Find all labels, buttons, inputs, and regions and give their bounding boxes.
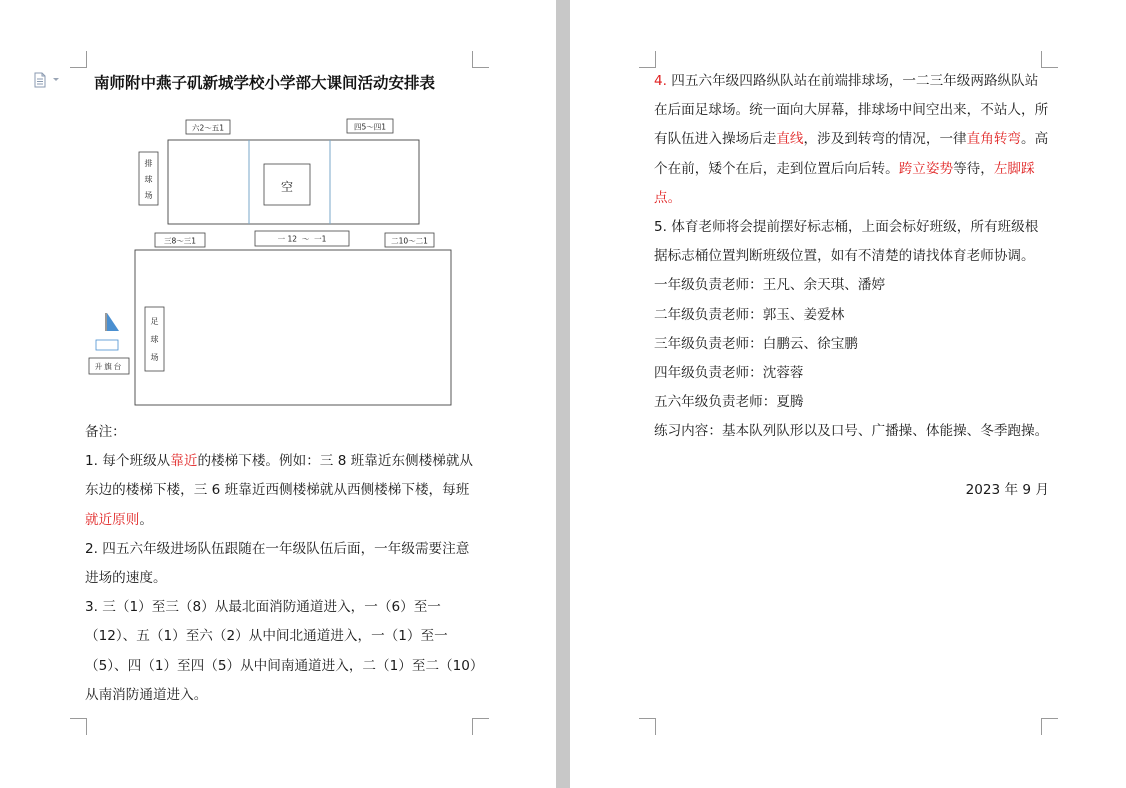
class-label-box [347,119,393,133]
svg-text:足: 足 [150,317,159,326]
flag-base [96,340,118,350]
svg-text:空: 空 [280,180,294,194]
football-field [135,250,451,405]
highlight-text: 左脚踩点。 [654,160,1035,206]
svg-text:一 12 ～ 一1: 一 12 ～ 一1 [277,234,327,244]
class-label-box [155,233,205,247]
svg-text:球: 球 [150,335,159,344]
svg-text:排: 排 [144,159,153,168]
svg-text:四5～四1: 四5～四1 [353,122,387,132]
crop-mark [70,718,87,735]
svg-text:场: 场 [144,191,153,200]
crop-mark [1041,51,1058,68]
football-field-label [145,307,164,371]
crop-mark [639,718,656,735]
teacher-grade-1: 一年级负责老师：王凡、余天琪、潘婷 [654,277,886,294]
highlight-text: 靠近 [170,453,198,470]
teacher-grade-3: 三年级负责老师：白鹏云、徐宝鹏 [654,335,858,352]
empty-area-box [264,164,310,205]
svg-text:场: 场 [150,353,159,362]
flag-platform-label [89,358,129,374]
crop-mark [472,718,489,735]
svg-text:球: 球 [144,175,153,184]
highlight-text: 跨立姿势 [898,160,954,177]
crop-mark [639,51,656,68]
svg-text:升旗台: 升旗台 [94,362,124,371]
class-label-box [255,231,349,246]
svg-text:六2～五1: 六2～五1 [191,123,225,133]
document-title: 南师附中燕子矶新城学校小学部大课间活动安排表 [94,73,436,92]
svg-text:三8～三1: 三8～三1 [163,236,197,246]
document-page-left [0,0,556,788]
teacher-grade-4: 四年级负责老师：沈蓉蓉 [654,365,804,382]
document-date: 2023 年 9 月 [965,481,1049,498]
highlight-text: 直角转弯 [966,131,1022,148]
class-label-box [385,233,434,247]
note-1: 1. 每个班级从靠近的楼梯下楼。例如：三 8 班靠近东侧楼梯就从东边的楼梯下楼，三 6 班靠近西侧楼梯就从西侧楼梯下楼，每班就近原则。 [85,453,474,528]
notes-section-left [85,418,480,710]
notes-section-right [654,67,1049,505]
notes-heading: 备注： [85,424,126,440]
flag-icon [106,313,119,331]
highlight-text: 就近原则 [85,511,140,528]
crop-mark [1041,718,1058,735]
highlight-text: 直线 [776,131,804,148]
volleyball-court-label [139,152,158,205]
note-4: 4. 四五六年级四路纵队站在前端排球场，一二三年级两路纵队站在后面足球场。统一面向大屏幕，排球场中间空出来，不站人，所有队伍进入操场后走直线，涉及到转弯的情况，一律直角转弯。高个在前，矮个在后，走到位置后向后转。跨立姿势等待，左脚踩点。 [654,73,1049,206]
class-label-box [186,120,230,134]
note-3: 3. 三（1）至三（8）从最北面消防通道进入，一（6）至一（12）、五（1）至六（2）从中间北通道进入，一（1）至一（5）、四（1）至四（5）从中间南通道进入，二（1）至二（10）从南消防通道进入。 [85,599,477,703]
note-5: 5. 体育老师将会提前摆好标志桶，上面会标好班级，所有班级根据标志桶位置判断班级位置，如有不清楚的请找体育老师协调。 [654,219,1039,265]
field-layout-diagram [0,0,556,420]
teacher-grade-5-6: 五六年级负责老师：夏腾 [654,394,804,411]
note-2: 2. 四五六年级进场队伍跟随在一年级队伍后面，一年级需要注意进场的速度。 [85,540,470,587]
svg-text:二10～二1: 二10～二1 [391,236,428,246]
practice-content: 练习内容：基本队列队形以及口号、广播操、体能操、冬季跑操。 [654,423,1049,440]
teacher-grade-2: 二年级负责老师：郭玉、姜爱林 [654,306,845,323]
